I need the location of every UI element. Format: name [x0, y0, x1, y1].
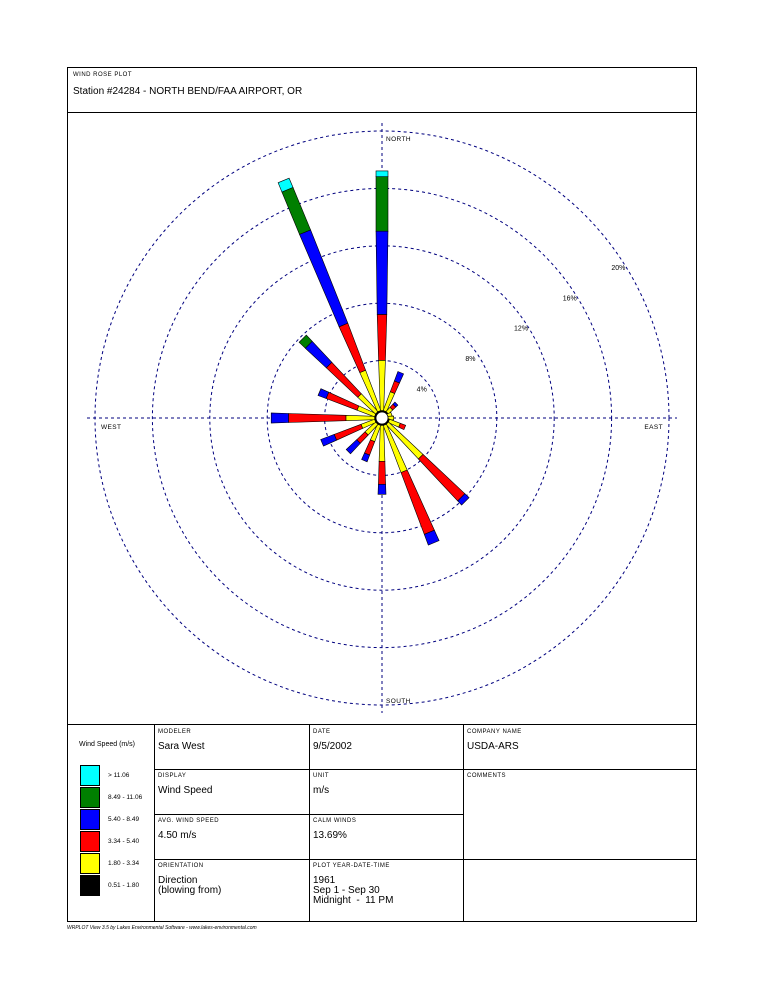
orientation-cell [154, 859, 309, 922]
petal-segment-n [376, 177, 388, 232]
petal-segment-se [418, 454, 465, 501]
calm-value: 13.69% [313, 830, 347, 841]
petal-segment-nw [326, 362, 361, 397]
legend [68, 725, 154, 922]
petal-segment-w [271, 413, 288, 423]
ring-label: 4% [416, 386, 427, 394]
legend-swatch [80, 853, 100, 874]
software-footer: WRPLOT View 3.5 by Lakes Environmental Software - www.lakes-environmental.com [67, 925, 257, 931]
company-label: COMPANY NAME [467, 729, 522, 735]
orientation-value: Direction (blowing from) [158, 875, 222, 896]
orientation-label: ORIENTATION [158, 863, 204, 869]
company-cell [463, 725, 696, 769]
calm-circle [376, 412, 388, 424]
calm-label: CALM WINDS [313, 818, 357, 824]
avg-speed-value: 4.50 m/s [158, 830, 197, 841]
plot-period-cell [309, 859, 463, 922]
modeler-value: Sara West [158, 741, 205, 752]
legend-label: > 11.06 [108, 772, 130, 779]
legend-swatch [80, 765, 100, 786]
legend-swatch [80, 875, 100, 896]
legend-label: 0.51 - 1.80 [108, 882, 140, 889]
petal-segment-n [377, 314, 387, 360]
petal-segment-s [378, 484, 386, 494]
compass-label: SOUTH [386, 698, 411, 705]
petal-segment-s [378, 461, 385, 484]
petal-segment-nne [390, 381, 399, 394]
petal-segment-wsw [321, 434, 337, 446]
comments-label: COMMENTS [467, 773, 506, 779]
plot-period-value: 1961 Sep 1 - Sep 30 Midnight - 11 PM [313, 875, 394, 906]
petal-segment-n [376, 231, 388, 314]
modeler-cell [154, 725, 309, 769]
wind-rose-chart [68, 68, 696, 724]
legend-swatch [80, 831, 100, 852]
legend-label: 5.40 - 8.49 [108, 816, 140, 823]
petal-segment-ssw [362, 453, 370, 462]
ring-label: 16% [562, 295, 577, 303]
legend-title: Wind Speed (m/s) [79, 741, 136, 748]
display-cell [154, 769, 309, 814]
petal-segment-nne [394, 372, 403, 384]
comments-cell [463, 769, 696, 859]
unit-value: m/s [313, 785, 330, 796]
compass-label: EAST [644, 424, 663, 431]
date-value: 9/5/2002 [313, 741, 352, 752]
station-title: Station #24284 - NORTH BEND/FAA AIRPORT, OR [73, 86, 303, 97]
calm-cell [309, 814, 463, 859]
petal-segment-nw [305, 341, 332, 368]
petal-segment-wnw [326, 392, 359, 410]
petal-segment-n [376, 171, 388, 177]
plot-period-label: PLOT YEAR-DATE-TIME [313, 863, 390, 869]
petal-segment-ssw [365, 440, 375, 455]
plot-frame [67, 67, 697, 922]
petal-segment-nnw [282, 187, 311, 234]
date-cell [309, 725, 463, 769]
petal-segment-w [289, 414, 346, 423]
company-value: USDA-ARS [467, 741, 519, 752]
petal-segment-sse [401, 470, 434, 534]
info-panel [68, 724, 696, 922]
ring-label: 12% [514, 325, 529, 333]
petal-segment-s [379, 425, 385, 461]
petal-segment-w [346, 415, 375, 420]
avg-speed-cell [154, 814, 309, 859]
unit-label: UNIT [313, 773, 329, 779]
legend-label: 8.49 - 11.06 [108, 794, 143, 801]
unit-cell [309, 769, 463, 814]
display-value: Wind Speed [158, 785, 213, 796]
ring-label: 20% [611, 264, 626, 272]
legend-label: 3.34 - 5.40 [108, 838, 140, 845]
compass-label: WEST [101, 424, 122, 431]
ring-label: 8% [465, 356, 476, 364]
petal-segment-sw [346, 440, 360, 454]
date-label: DATE [313, 729, 331, 735]
petal-segment-nnw [300, 230, 348, 327]
petal-segment-nnw [339, 323, 366, 373]
modeler-label: MODELER [158, 729, 192, 735]
legend-swatch [80, 809, 100, 830]
display-label: DISPLAY [158, 773, 187, 779]
legend-swatch [80, 787, 100, 808]
compass-label: NORTH [386, 136, 411, 143]
petal-segment-ese [399, 423, 406, 429]
petal-segment-n [379, 360, 386, 410]
plot-type-label: WIND ROSE PLOT [73, 72, 133, 78]
legend-label: 1.80 - 3.34 [108, 860, 140, 867]
avg-speed-label: AVG. WIND SPEED [158, 818, 220, 824]
